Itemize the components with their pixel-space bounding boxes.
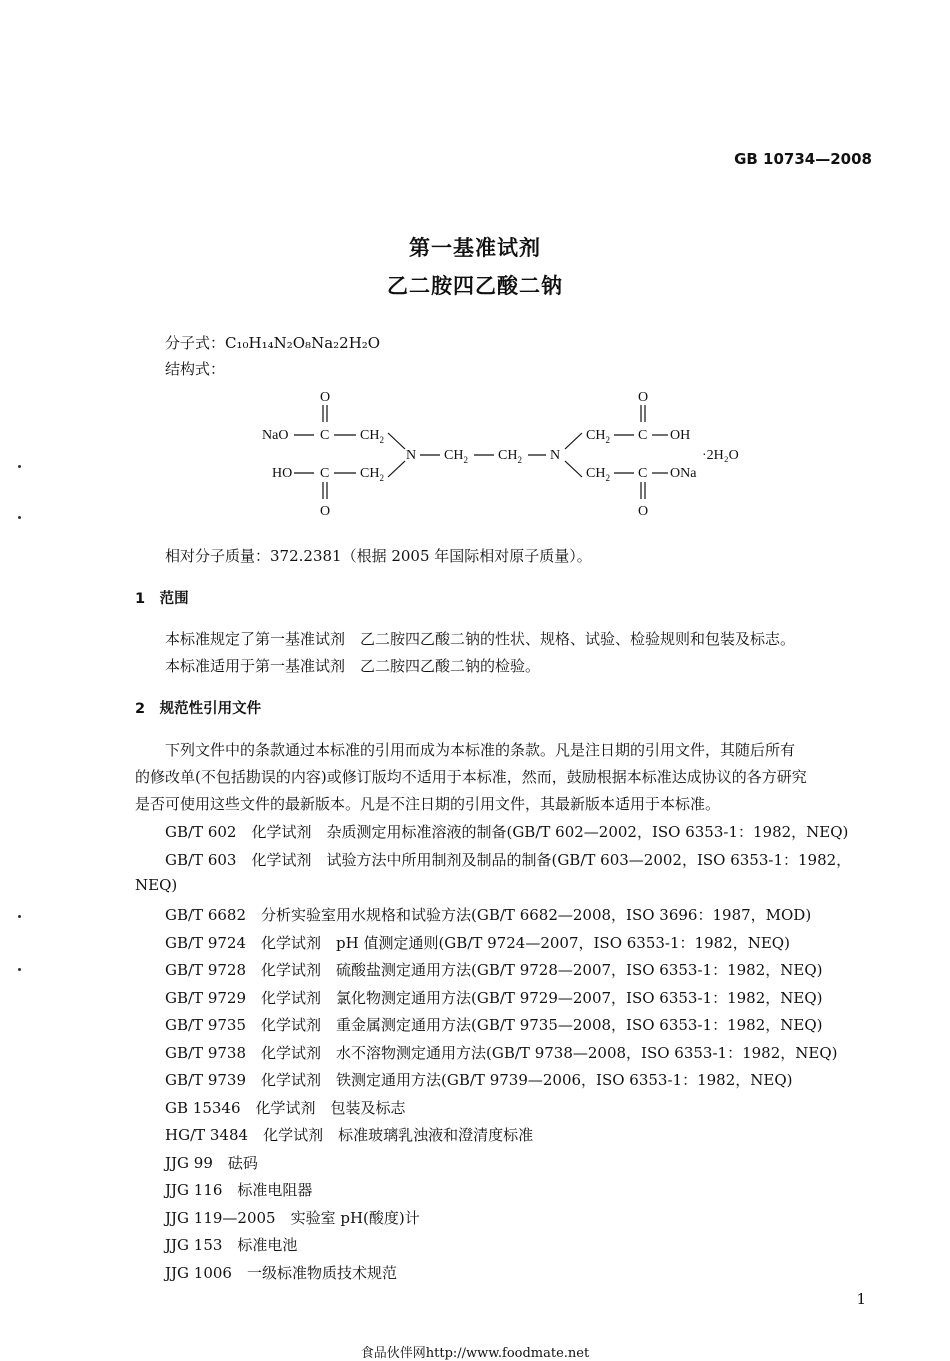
atom-o-top-right: O [638, 390, 649, 405]
reference-item: NEQ) [135, 876, 178, 894]
atom-c-4: C [638, 466, 648, 481]
scan-dot [18, 516, 21, 519]
atom-ch2-5: $CH_2$ [586, 428, 610, 445]
atom-o-bottom-right: O [638, 504, 649, 519]
section-1-heading: 1 范围 [135, 591, 189, 607]
atom-o-bottom-left: O [320, 504, 331, 519]
formula-value: C₁₀H₁₄N₂O₈Na₂2H₂O [225, 334, 381, 352]
section-2-intro-line-2: 的修改单(不包括勘误的内容)或修订版均不适用于本标准，然而，鼓励根据本标准达成协议的各方研究 [135, 768, 807, 786]
scan-dot [18, 968, 21, 971]
scan-dot [18, 915, 21, 918]
section-1-para-2: 本标准适用于第一基准试剂 乙二胺四乙酸二钠的检验。 [165, 657, 541, 675]
atom-ch2-3: $CH_2$ [444, 448, 468, 465]
formula-label: 分子式： [165, 334, 226, 352]
molecular-mass: 相对分子质量：372.2381（根据 2005 年国际相对原子质量）。 [165, 547, 592, 565]
atom-ona: ONa [670, 466, 697, 481]
structure-label: 结构式： [165, 360, 226, 378]
reference-item: JJG 153 标准电池 [165, 1236, 298, 1254]
reference-item: GB/T 9729 化学试剂 氯化物测定通用方法(GB/T 9729—2007，ISO 6353-1：1982，NEQ) [165, 989, 823, 1007]
reference-item: JJG 119—2005 实验室 pH(酸度)计 [165, 1209, 420, 1227]
title-line-2: 乙二胺四乙酸二钠 [387, 274, 563, 298]
atom-ch2-4: $CH_2$ [498, 448, 522, 465]
title-line-1: 第一基准试剂 [409, 236, 541, 260]
section-2-intro-line-1: 下列文件中的条款通过本标准的引用而成为本标准的条款。凡是注日期的引用文件，其随后所有 [165, 741, 796, 759]
reference-item: GB/T 602 化学试剂 杂质测定用标准溶液的制备(GB/T 602—2002，ISO 6353-1：1982，NEQ) [165, 823, 849, 841]
atom-c-2: C [320, 466, 330, 481]
section-1-para-1: 本标准规定了第一基准试剂 乙二胺四乙酸二钠的性状、规格、试验、检验规则和包装及标志。 [165, 630, 796, 648]
molecular-formula [165, 332, 380, 353]
reference-item: GB/T 9735 化学试剂 重金属测定通用方法(GB/T 9735—2008，ISO 6353-1：1982，NEQ) [165, 1016, 823, 1034]
structural-formula [250, 385, 770, 525]
atom-c-1: C [320, 428, 330, 443]
reference-item: GB/T 6682 分析实验室用水规格和试验方法(GB/T 6682—2008，ISO 3696：1987，MOD) [165, 906, 812, 924]
reference-item: GB/T 9728 化学试剂 硫酸盐测定通用方法(GB/T 9728—2007，ISO 6353-1：1982，NEQ) [165, 961, 823, 979]
atom-c-3: C [638, 428, 648, 443]
reference-item: GB/T 9724 化学试剂 pH 值测定通则(GB/T 9724—2007，ISO 6353-1：1982，NEQ) [165, 934, 790, 952]
standard-number: GB 10734—2008 [734, 150, 872, 168]
atom-ho: HO [272, 466, 293, 481]
atom-o-top-left: O [320, 390, 331, 405]
reference-item: JJG 116 标准电阻器 [165, 1181, 313, 1199]
atom-n-2: N [550, 448, 561, 463]
reference-item: GB/T 603 化学试剂 试验方法中所用制剂及制品的制备(GB/T 603—2002，ISO 6353-1：1982， [165, 851, 852, 869]
reference-item: GB/T 9739 化学试剂 铁测定通用方法(GB/T 9739—2006，ISO 6353-1：1982，NEQ) [165, 1071, 793, 1089]
atom-ch2-2: $CH_2$ [360, 466, 384, 483]
reference-item: GB 15346 化学试剂 包装及标志 [165, 1099, 406, 1117]
reference-item: JJG 99 砝码 [165, 1154, 258, 1172]
atom-nao: NaO [262, 428, 289, 443]
atom-ch2-1: $CH_2$ [360, 428, 384, 445]
reference-item: HG/T 3484 化学试剂 标准玻璃乳浊液和澄清度标准 [165, 1126, 534, 1144]
reference-item: JJG 1006 一级标准物质技术规范 [165, 1264, 397, 1282]
water-of-hydration: ·2H₂O [702, 448, 739, 463]
atom-n-1: N [406, 448, 417, 463]
section-2-intro-line-3: 是否可使用这些文件的最新版本。凡是不注日期的引用文件，其最新版本适用于本标准。 [135, 795, 721, 813]
atom-ch2-6: $CH_2$ [586, 466, 610, 483]
section-2-heading: 2 规范性引用文件 [135, 701, 262, 717]
atom-oh: OH [670, 428, 691, 443]
footer-watermark: 食品伙伴网http://www.foodmate.net [360, 1346, 590, 1361]
page-number: 1 [856, 1290, 866, 1308]
scan-dot [18, 465, 21, 468]
reference-item: GB/T 9738 化学试剂 水不溶物测定通用方法(GB/T 9738—2008，ISO 6353-1：1982，NEQ) [165, 1044, 838, 1062]
